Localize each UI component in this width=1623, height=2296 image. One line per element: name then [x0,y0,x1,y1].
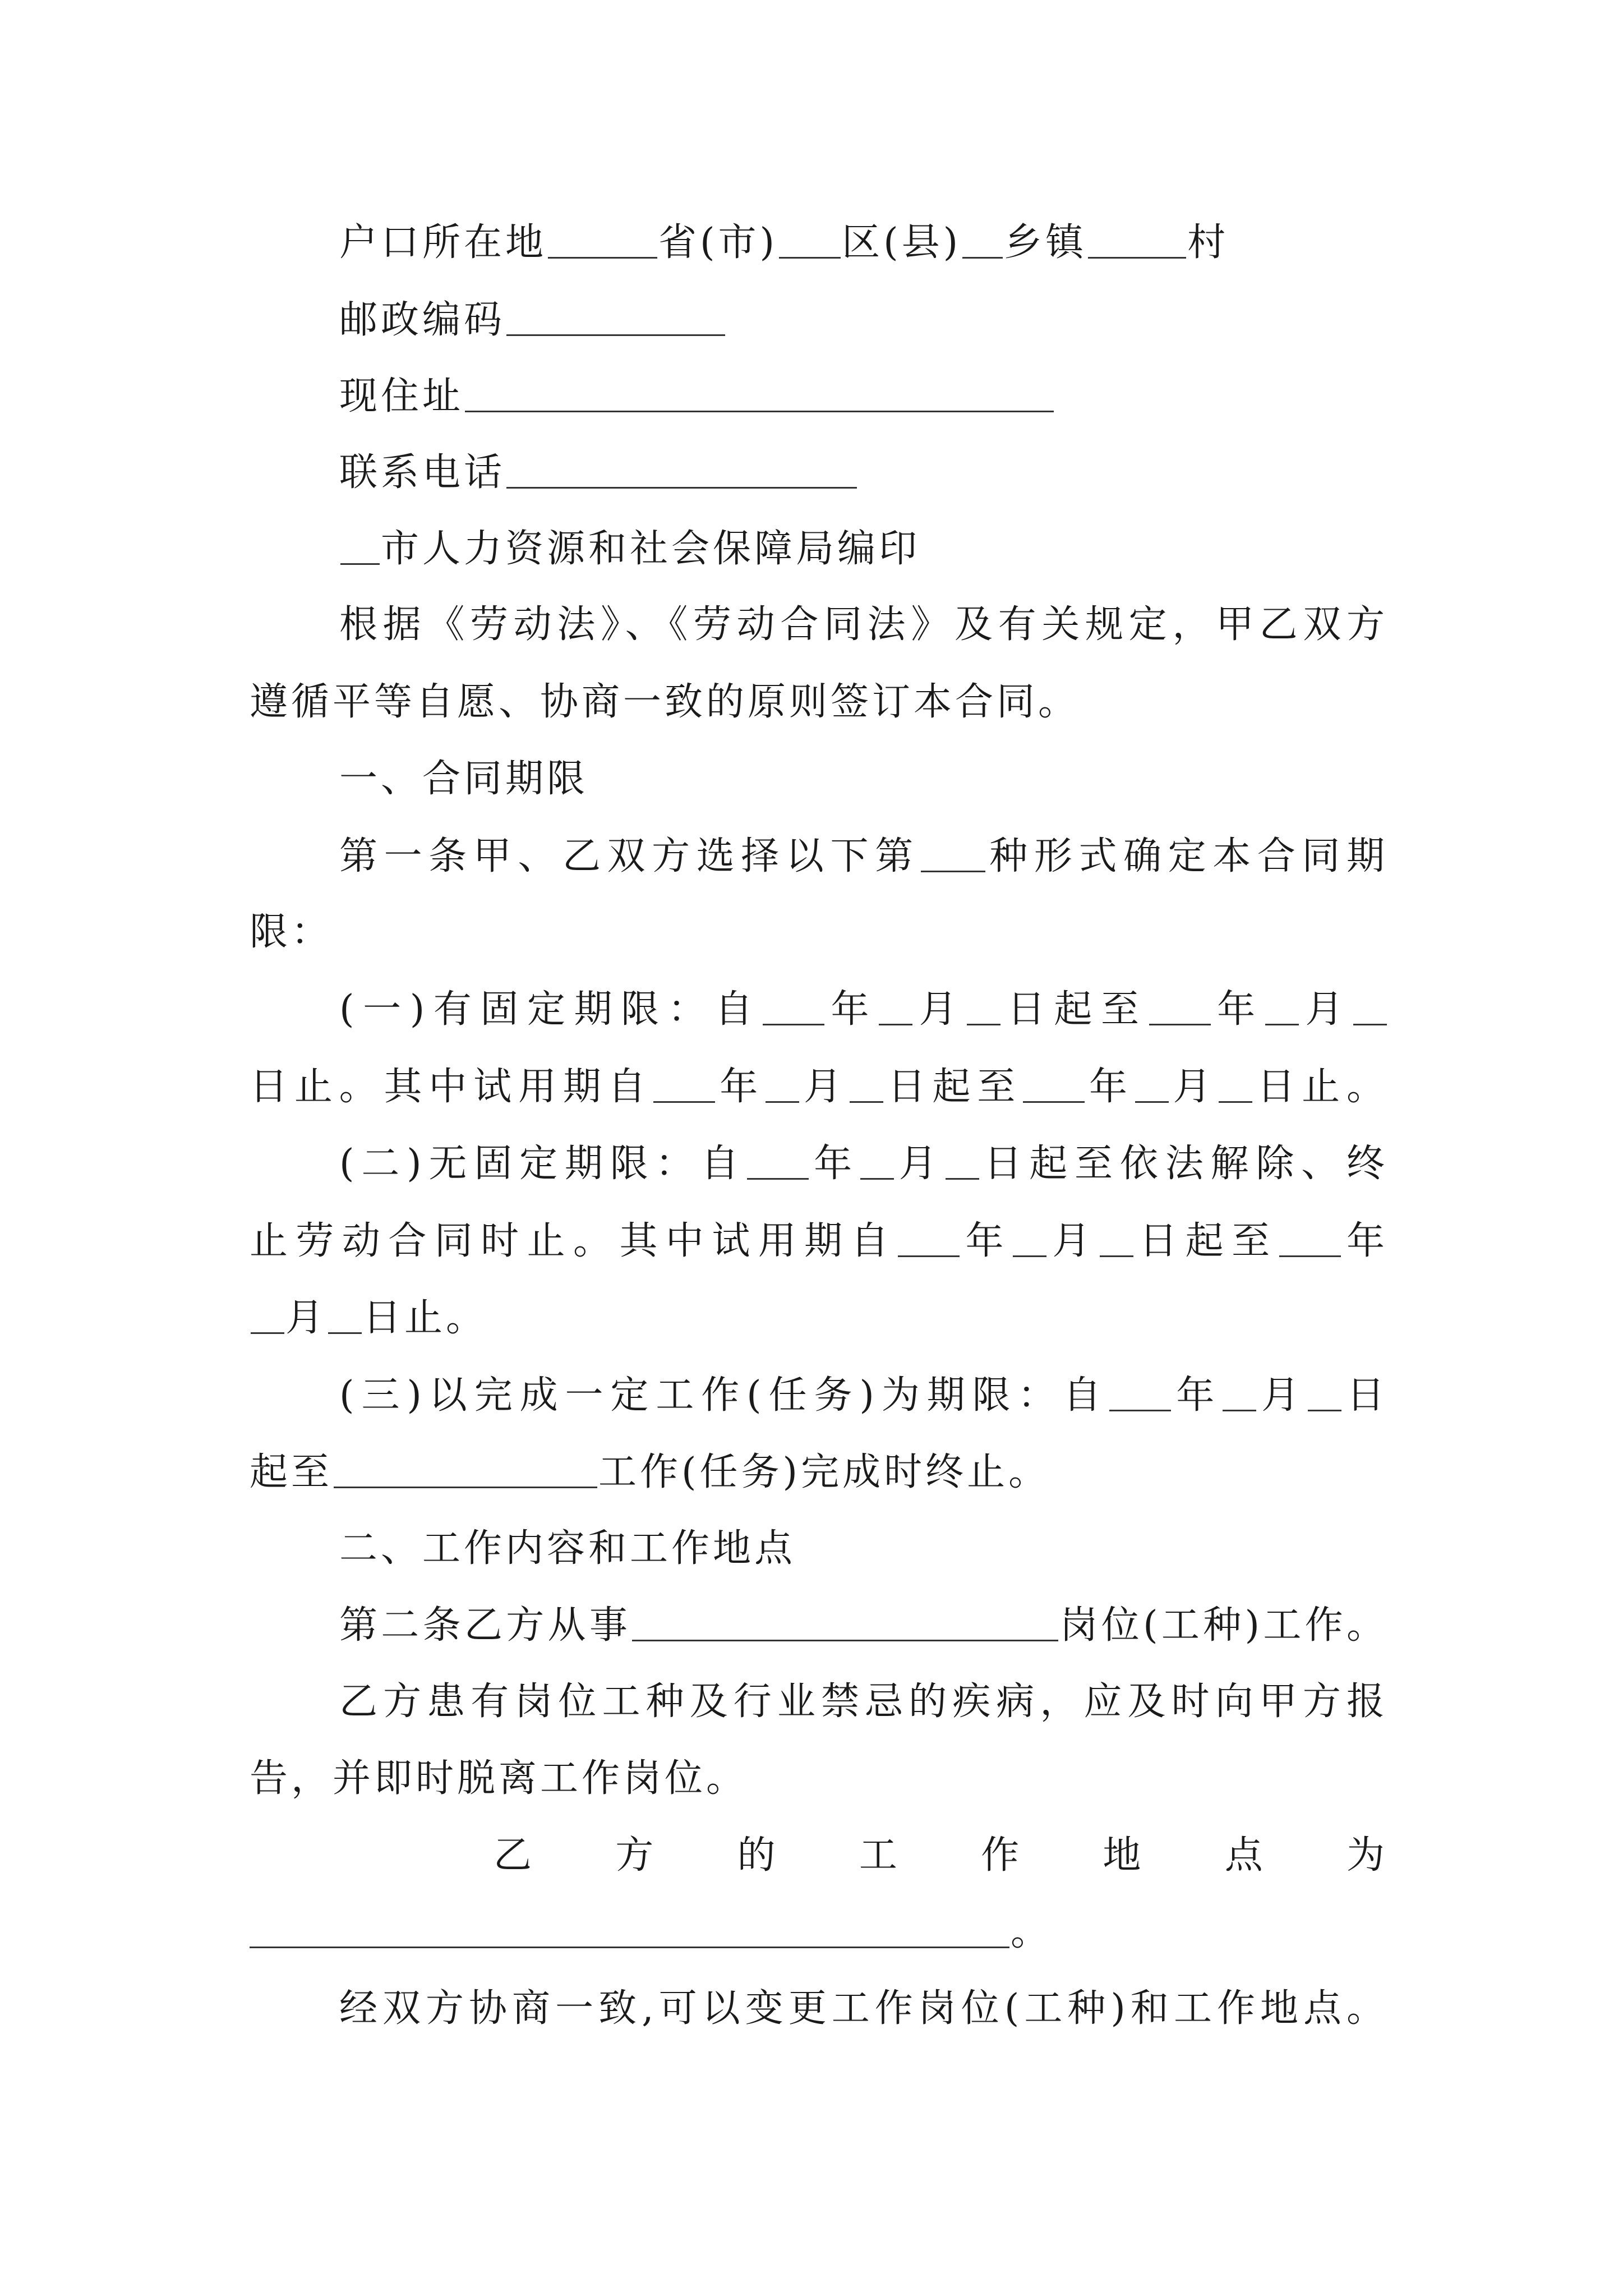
task-term-line-2: 起至 工作(任务)完成时终止。 [250,1450,1050,1494]
blank-open-probation-start-day[interactable] [1100,1222,1133,1257]
blank-task-start-month[interactable] [1223,1376,1256,1411]
blank-fixed-end-month[interactable] [1265,990,1299,1025]
postal-code-label: 邮政编码 [339,298,506,342]
line-postal-code [339,298,1388,342]
blank-open-probation-end-day[interactable] [328,1299,362,1334]
blank-task-start-day[interactable] [1308,1376,1341,1411]
fixed-term-line-2: 日止。其中试用期自 年 月 日起至 年 月 日止。 [250,1065,1388,1109]
para-preamble-line-2: 遵循平等自愿、协商一致的原则签订本合同。 [250,680,1080,724]
blank-fixed-end-year[interactable] [1149,990,1211,1025]
blank-fixed-probation-end-day[interactable] [1219,1068,1252,1103]
blank-city[interactable] [340,530,380,565]
blank-fixed-probation-start-month[interactable] [766,1068,799,1103]
line-household-location [339,220,1388,265]
phone-label: 联系电话 [339,450,506,495]
article-2-line-1: 第二条乙方从事 岗位(工种)工作。 [339,1603,1388,1648]
line-current-address [339,374,1388,418]
province-label: 省(市) [658,220,778,265]
blank-township[interactable] [962,223,1003,259]
blank-job-position[interactable] [632,1606,1058,1641]
blank-fixed-probation-end-year[interactable] [1023,1068,1085,1103]
blank-open-probation-start-month[interactable] [1013,1222,1046,1257]
task-term-line-1: (三)以完成一定工作(任务)为期限：自 年 月 日 [339,1373,1388,1418]
fixed-term-line-1: (一)有固定期限：自 年 月 日起至 年 月 [339,990,1388,1029]
line-phone [339,450,1388,495]
village-label: 村 [1187,220,1229,265]
current-address-label: 现住址 [339,374,464,418]
heading-contract-term: 一、合同期限 [339,757,589,801]
blank-fixed-probation-end-month[interactable] [1135,1068,1169,1103]
blank-work-location[interactable] [250,1913,1009,1948]
blank-task-name[interactable] [334,1453,597,1488]
health-clause-line-2: 告，并即时脱离工作岗位。 [250,1756,748,1801]
blank-open-probation-start-year[interactable] [898,1222,960,1257]
work-location-line-2: 。 [250,1913,1388,1952]
blank-village[interactable] [1088,223,1186,259]
blank-phone[interactable] [506,453,857,489]
blank-fixed-probation-start-year[interactable] [653,1068,715,1103]
blank-current-address[interactable] [465,377,1054,412]
blank-province[interactable] [548,223,657,259]
blank-district[interactable] [779,223,841,259]
blank-open-start-day[interactable] [946,1144,979,1180]
work-location-line-1: 乙 方 的 工 作 地 点 为 [494,1833,1388,1878]
open-term-line-1: (二)无固定期限：自 年 月 日起至依法解除、终 [339,1142,1388,1186]
change-clause: 经双方协商一致,可以变更工作岗位(工种)和工作地点。 [339,1986,1388,2031]
blank-fixed-start-year[interactable] [763,990,824,1025]
blank-open-probation-end-year[interactable] [1279,1222,1341,1257]
blank-task-start-year[interactable] [1109,1376,1171,1411]
blank-fixed-start-day[interactable] [967,990,1000,1025]
household-location-label: 户口所在地 [339,220,547,265]
article-1-line-1: 第一条甲、乙双方选择以下第 种形式确定本合同期 [339,834,1388,878]
heading-work-content: 二、工作内容和工作地点 [339,1526,796,1571]
health-clause-line-1: 乙方患有岗位工种及行业禁忌的疾病，应及时向甲方报 [339,1680,1388,1724]
open-term-line-2: 止劳动合同时止。其中试用期自 年 月 日起至 年 [250,1219,1388,1263]
blank-fixed-end-day[interactable] [1353,990,1387,1025]
line-printed-by [339,527,1388,571]
blank-fixed-start-month[interactable] [879,990,912,1025]
blank-open-start-year[interactable] [747,1144,809,1180]
open-term-line-3: 月 日止。 [250,1299,1388,1337]
blank-fixed-probation-start-day[interactable] [850,1068,883,1103]
blank-open-start-month[interactable] [860,1144,894,1180]
printed-by-text: 市人力资源和社会保障局编印 [381,527,921,571]
district-label: 区(县) [842,220,962,265]
blank-open-probation-end-month[interactable] [251,1299,284,1334]
article-1-line-2: 限： [250,910,333,954]
blank-postal-code[interactable] [506,301,725,336]
township-label: 乡镇 [1004,220,1087,265]
blank-term-form[interactable] [921,837,985,872]
para-preamble-line-1: 根据《劳动法》、《劳动合同法》及有关规定，甲乙双方 [339,602,1388,647]
